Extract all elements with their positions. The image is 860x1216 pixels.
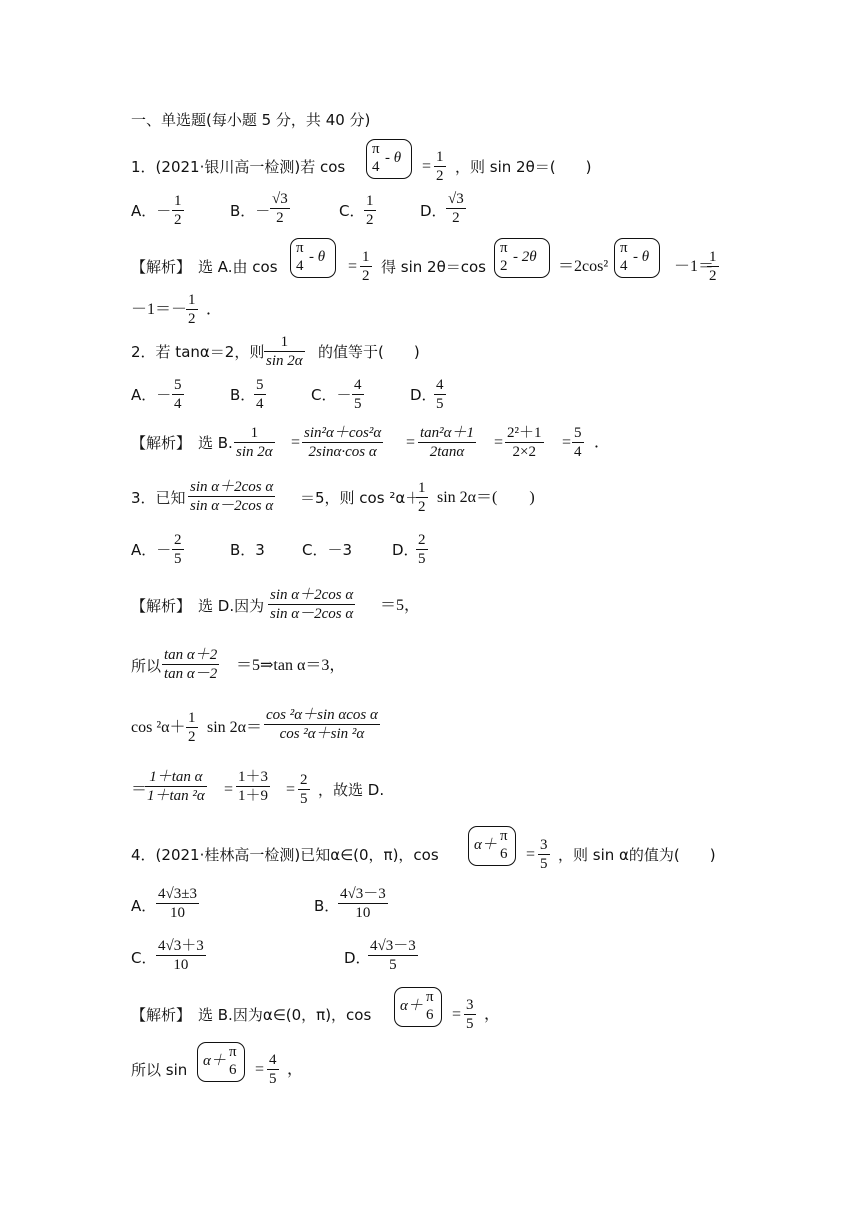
q2-option-c: C．－ — [311, 386, 352, 404]
q1-an-frac3: $\frac{1}{2}$ — [188, 292, 196, 327]
q1-option-b: B．－ — [230, 202, 271, 220]
q4-option-b-frac: $\frac{4√3-3}{10}$ — [340, 886, 386, 921]
q4-option-b: B． — [314, 897, 340, 915]
q2-option-b-frac: $\frac{5}{4}$ — [256, 377, 264, 412]
q3-tan-frac: $\frac{\text{tan α＋2}}{\text{tan α－2}}$ — [164, 647, 218, 682]
q1-analysis-a: 选 A.由 cos — [198, 258, 278, 276]
q1-arg-theta: - θ — [385, 150, 402, 166]
q2-option-c-frac: $\frac{4}{5}$ — [354, 377, 362, 412]
q1-an-frac1: $\frac{1}{2}$ — [362, 249, 370, 284]
q2-frac: $\frac{1}{\sin 2\alpha}$ — [266, 334, 303, 369]
q2-analysis-label: 【解析】 — [131, 434, 192, 452]
q4-tail: ，则 sin α的值为( ) — [558, 846, 716, 864]
q1-tail: ，则 sin 2θ＝( ) — [455, 158, 592, 176]
q1-option-c-frac: $\frac{1}{2}$ — [366, 193, 374, 228]
q3-line3-frac: $\frac{\text{cos ²α＋sin αcos α}}{\text{cos ²α＋sin ²α}}$ — [266, 707, 378, 742]
q3-option-a: A．－ — [131, 541, 172, 559]
q3-line4-a: ＝ — [131, 781, 148, 798]
q3-line3-half: $\frac{1}{2}$ — [188, 710, 196, 745]
q4-option-a-frac: $\frac{4√3\pm 3}{10}$ — [158, 886, 197, 921]
q3-so: 所以 — [131, 657, 162, 675]
q4-option-c-frac: $\frac{4√3+3}{10}$ — [158, 938, 204, 973]
q2-step-4: $\frac{\text{2²＋1}}{2\times 2}$ — [507, 425, 542, 460]
q1-option-d-frac: $\frac{√3}{2}$ — [448, 191, 464, 226]
q1-eq: = — [422, 158, 432, 175]
q3-line4-f1: $\frac{\text{1＋tan α}}{\text{1＋tan ²α}}$ — [147, 769, 205, 804]
q4-analysis: 选 B.因为α∈(0，π)，cos — [198, 1006, 372, 1024]
q3-option-b: B．3 — [230, 541, 265, 559]
q3-eq5: ＝5， — [380, 597, 421, 614]
q4-rhs: $\frac{3}{5}$ — [540, 837, 548, 872]
q3-option-a-frac: $\frac{2}{5}$ — [174, 532, 182, 567]
q2-tail: 的值等于( ) — [318, 343, 420, 361]
q2-step-1: $\frac{1}{\sin 2\alpha}$ — [236, 425, 273, 460]
q3-mid: ＝5，则 cos ²α＋ — [300, 489, 421, 507]
q4-arg-pi: π — [500, 828, 508, 844]
q4-arg-alpha: α＋ — [474, 837, 497, 853]
q1-analysis-f: ． — [206, 301, 223, 318]
q3-analysis-label: 【解析】 — [131, 597, 192, 615]
q3-tail: sin 2α＝( ) — [437, 489, 535, 506]
q4-analysis-label: 【解析】 — [131, 1006, 192, 1024]
q3-analysis: 选 D.因为 — [198, 597, 265, 615]
q1-rhs-frac: $\frac{1}{2}$ — [436, 149, 444, 184]
q1-option-a: A．－ — [131, 202, 172, 220]
q3-half: $\frac{1}{2}$ — [418, 480, 426, 515]
q2-step-2: $\frac{\text{sin²α＋cos²α}}{\text{2sinα·cos α}}$ — [304, 425, 382, 460]
q2-step-5: $\frac{5}{4}$ — [574, 425, 582, 460]
q4-arg-6: 6 — [500, 846, 508, 862]
q1-option-b-frac: $\frac{√3}{2}$ — [272, 191, 288, 226]
q1-arg-pi: π — [372, 141, 380, 157]
q4-so-frac: $\frac{4}{5}$ — [269, 1052, 277, 1087]
q3-frac: $\frac{\text{sin α＋2cos α}}{\text{sin α－2cos α}}$ — [190, 479, 274, 514]
q3-line4-tail: ，故选 D. — [318, 781, 385, 799]
q3-line4-f2: $\frac{1+3}{1+9}$ — [238, 769, 269, 804]
q2-option-d-frac: $\frac{4}{5}$ — [436, 377, 444, 412]
q3-line3-a: cos ²α＋ — [131, 719, 186, 736]
q4-option-d-frac: $\frac{4√3-3}{5}$ — [370, 938, 416, 973]
q1-prefix: 1．(2021·银川高一检测)若 cos — [131, 158, 346, 176]
q3-option-c: C．－3 — [302, 541, 353, 559]
q3-line3-b: sin 2α＝ — [207, 719, 263, 736]
q1-analysis-b: 得 sin 2θ＝cos — [381, 258, 486, 276]
q1-analysis-d: －1＝ — [674, 258, 715, 275]
q1-analysis-e: －1＝－ — [131, 301, 188, 318]
q2-option-a: A．－ — [131, 386, 172, 404]
q2-option-b: B． — [230, 386, 256, 404]
q4-option-c: C． — [131, 949, 157, 967]
q3-line4-f3: $\frac{2}{5}$ — [300, 772, 308, 807]
q1-analysis-c: ＝2cos² — [558, 258, 609, 275]
q1-analysis-label: 【解析】 — [131, 258, 192, 276]
section-title: 一、单选题(每小题 5 分，共 40 分) — [131, 111, 371, 129]
q2-step-3: $\frac{\text{tan²α＋1}}{2\tan\alpha}$ — [420, 425, 475, 460]
q3-option-d-frac: $\frac{2}{5}$ — [418, 532, 426, 567]
q2-prefix: 2．若 tanα＝2，则 — [131, 343, 265, 361]
q3-prefix: 3．已知 — [131, 489, 186, 507]
q1-option-d: D． — [420, 202, 447, 220]
q2-analysis: 选 B. — [198, 434, 233, 452]
q4-an-frac: $\frac{3}{5}$ — [466, 997, 474, 1032]
q4-prefix: 4．(2021·桂林高一检测)已知α∈(0，π)，cos — [131, 846, 439, 864]
q3-option-d: D． — [392, 541, 419, 559]
q3-tan-res: ＝5⇒tan α＝3， — [236, 657, 346, 674]
q4-option-a: A． — [131, 897, 157, 915]
q2-option-a-frac: $\frac{5}{4}$ — [174, 377, 182, 412]
q1-option-c: C． — [339, 202, 365, 220]
q4-so: 所以 sin — [131, 1061, 188, 1079]
q3-an-frac: $\frac{\text{sin α＋2cos α}}{\text{sin α－2cos α}}$ — [270, 587, 354, 622]
q4-option-d: D． — [344, 949, 371, 967]
q2-option-d: D． — [410, 386, 437, 404]
q1-arg-4: 4 — [372, 159, 380, 175]
q1-option-a-frac: $\frac{1}{2}$ — [174, 193, 182, 228]
q1-an-frac2: $\frac{1}{2}$ — [709, 249, 717, 284]
